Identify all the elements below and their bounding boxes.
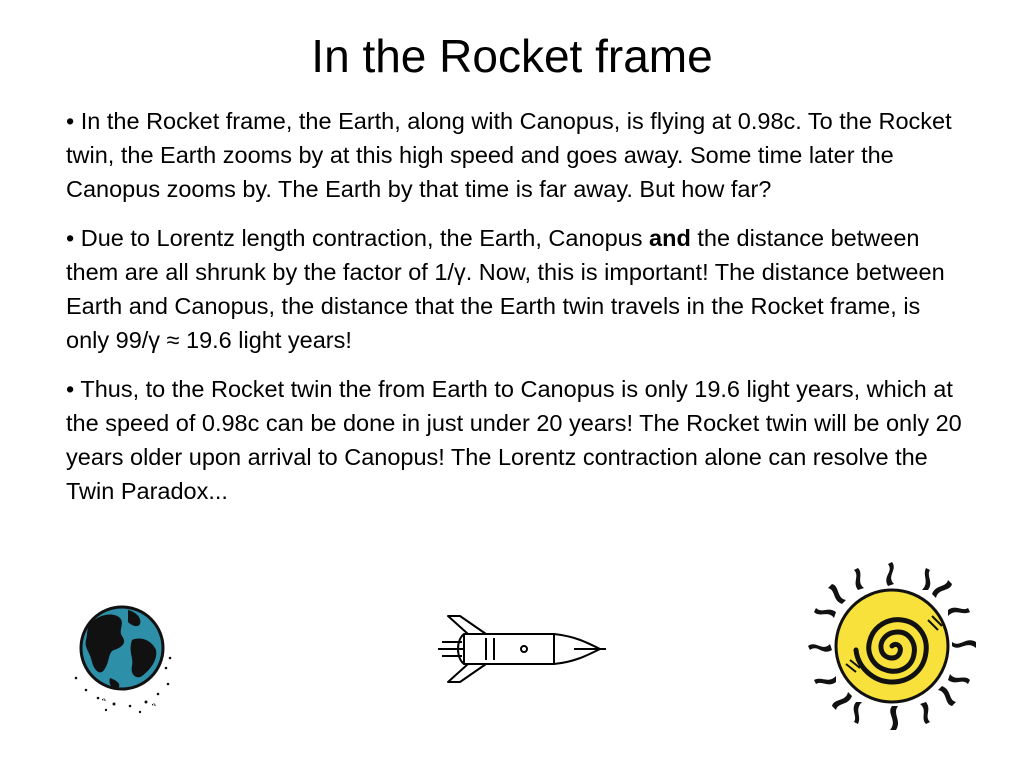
paragraph-text: Thus, to the Rocket twin the from Earth to Canopus is only 19.6 light years, which at the speed of 0.98c can be done in just under 20 years! The Rocket twin will be only 20 years older upon arrival to Canopus! The Lorentz contraction alone can resolve the Twin Paradox... <box>66 376 962 504</box>
sun-icon <box>806 560 978 732</box>
bullet-paragraph-1 <box>66 104 966 206</box>
bullet-marker: • <box>66 376 75 402</box>
bullet-paragraph-2 <box>66 221 966 357</box>
rocket-icon <box>434 612 606 686</box>
bold-word: and <box>649 225 691 251</box>
earth-globe-icon <box>70 600 180 715</box>
slide-title: In the Rocket frame <box>311 30 713 82</box>
bullet-paragraph-3 <box>66 372 966 508</box>
bullet-marker: • <box>66 108 75 134</box>
paragraph-text: Due to Lorentz length contraction, the Earth, Canopus <box>80 225 650 251</box>
paragraph-text: In the Rocket frame, the Earth, along with Canopus, is flying at 0.98c. To the Rocket twin, the Earth zooms by at this high speed and goes away. Some time later the Canopus zooms by. The Earth by that time is far away. But how far? <box>66 108 952 202</box>
bullet-marker: • <box>66 225 75 251</box>
paragraph-text-continued: the distance between them are all shrunk by the factor of 1/γ. Now, this is important! The distance between Earth and Canopus, the distance that the Earth twin travels in the Rocket frame, is only 99/γ ≈ 19.6 light years! <box>66 225 945 353</box>
slide-body <box>66 104 966 523</box>
